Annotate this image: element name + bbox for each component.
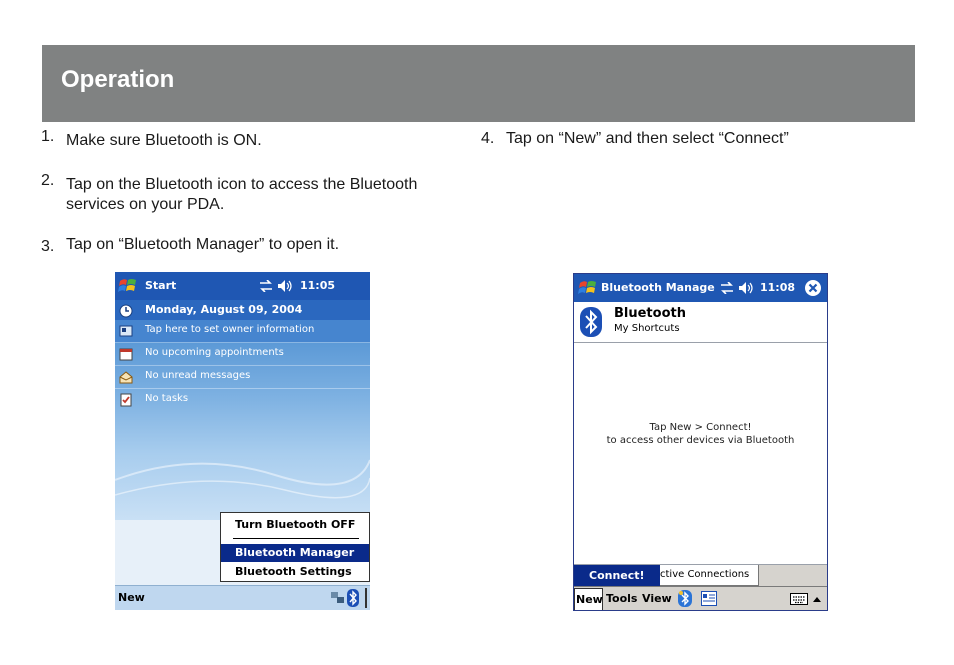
empty-message: [574, 421, 827, 447]
menu-label: New: [576, 593, 603, 606]
calendar-icon: [119, 347, 133, 361]
today-item-label: Tap here to set owner information: [145, 324, 315, 335]
view-menu-button[interactable]: View: [642, 592, 672, 605]
close-icon[interactable]: [804, 279, 822, 297]
windows-start-icon[interactable]: [577, 277, 599, 299]
step-number: 1.: [41, 128, 55, 145]
properties-icon[interactable]: [701, 591, 717, 606]
menu-item-turn-bluetooth-off[interactable]: [221, 516, 369, 534]
pda-clock: 11:08: [760, 281, 796, 294]
step-number: 2.: [41, 172, 55, 189]
volume-icon[interactable]: [738, 281, 754, 295]
bluetooth-tray-icon[interactable]: [678, 590, 692, 607]
step-number: 3.: [41, 238, 55, 255]
tasks-icon: [119, 393, 133, 407]
tab-strip: [574, 564, 827, 587]
network-icon[interactable]: [331, 592, 345, 604]
menu-item-bluetooth-settings[interactable]: [221, 563, 369, 581]
today-item-label: No upcoming appointments: [145, 347, 284, 358]
today-item-inbox[interactable]: [115, 366, 370, 389]
wave-decoration: [115, 420, 370, 520]
section-title: Operation: [61, 66, 175, 93]
chevron-up-icon[interactable]: [812, 595, 822, 603]
connect-label: Connect!: [589, 569, 645, 582]
menu-item-label: Turn Bluetooth OFF: [235, 518, 356, 531]
today-item-tasks[interactable]: [115, 389, 370, 411]
pda-menu-bar: [574, 586, 827, 611]
app-header: [574, 302, 827, 343]
section-banner: [42, 45, 915, 122]
empty-message-line: to access other devices via Bluetooth: [606, 435, 795, 446]
empty-message-line: Tap New > Connect!: [649, 422, 752, 433]
new-button[interactable]: New: [118, 591, 145, 604]
shortcuts-list: [574, 343, 827, 564]
step-text-line: Tap on the Bluetooth icon to access the Bluetooth: [66, 176, 418, 193]
tab-label: ctive Connections: [660, 569, 750, 580]
pda-command-bar: [115, 585, 370, 610]
today-item-label: No tasks: [145, 393, 189, 404]
pda-title: Start: [145, 279, 177, 292]
step-text: [66, 175, 476, 215]
pda-bluetooth-manager-screenshot: [573, 273, 828, 611]
step-number: 4.: [481, 130, 495, 147]
connectivity-icon[interactable]: [259, 280, 273, 292]
bluetooth-popup-menu: [220, 512, 370, 582]
inbox-icon: [119, 370, 133, 384]
menu-item-label: Bluetooth Settings: [235, 565, 352, 578]
tab-active-connections[interactable]: [649, 565, 759, 586]
menu-item-bluetooth-manager[interactable]: [221, 544, 369, 562]
pda-title: Bluetooth Manage: [601, 281, 715, 294]
today-item-date[interactable]: [115, 300, 370, 322]
step-text: Tap on “New” and then select “Connect”: [506, 130, 789, 147]
pda-title-bar: [115, 272, 370, 300]
menu-separator: [233, 538, 359, 539]
app-name: Bluetooth: [614, 306, 686, 321]
today-item-label: No unread messages: [145, 370, 251, 381]
pda-title-bar: [574, 274, 827, 302]
today-item-calendar[interactable]: [115, 343, 370, 366]
connect-menu-item[interactable]: [574, 565, 660, 586]
menu-item-label: Bluetooth Manager: [235, 546, 355, 559]
connectivity-icon[interactable]: [720, 282, 734, 294]
new-menu-button[interactable]: [574, 588, 603, 611]
clock-icon: [119, 304, 133, 318]
today-item-label: Monday, August 09, 2004: [145, 303, 303, 316]
pda-today-screenshot: [115, 272, 370, 610]
volume-icon[interactable]: [277, 279, 293, 293]
input-bar-edge: [365, 588, 367, 608]
pda-clock: 11:05: [300, 279, 336, 292]
today-item-owner[interactable]: [115, 320, 370, 343]
tools-menu-button[interactable]: Tools: [606, 592, 638, 605]
step-text: Make sure Bluetooth is ON.: [66, 132, 262, 149]
keyboard-icon[interactable]: [790, 593, 808, 605]
bluetooth-icon: [580, 307, 602, 337]
bluetooth-tray-icon[interactable]: [347, 589, 359, 607]
section-name: My Shortcuts: [614, 323, 680, 334]
step-text-line: services on your PDA.: [66, 196, 225, 213]
owner-card-icon: [119, 324, 133, 338]
step-text: Tap on “Bluetooth Manager” to open it.: [66, 236, 340, 253]
windows-start-icon[interactable]: [117, 275, 139, 297]
